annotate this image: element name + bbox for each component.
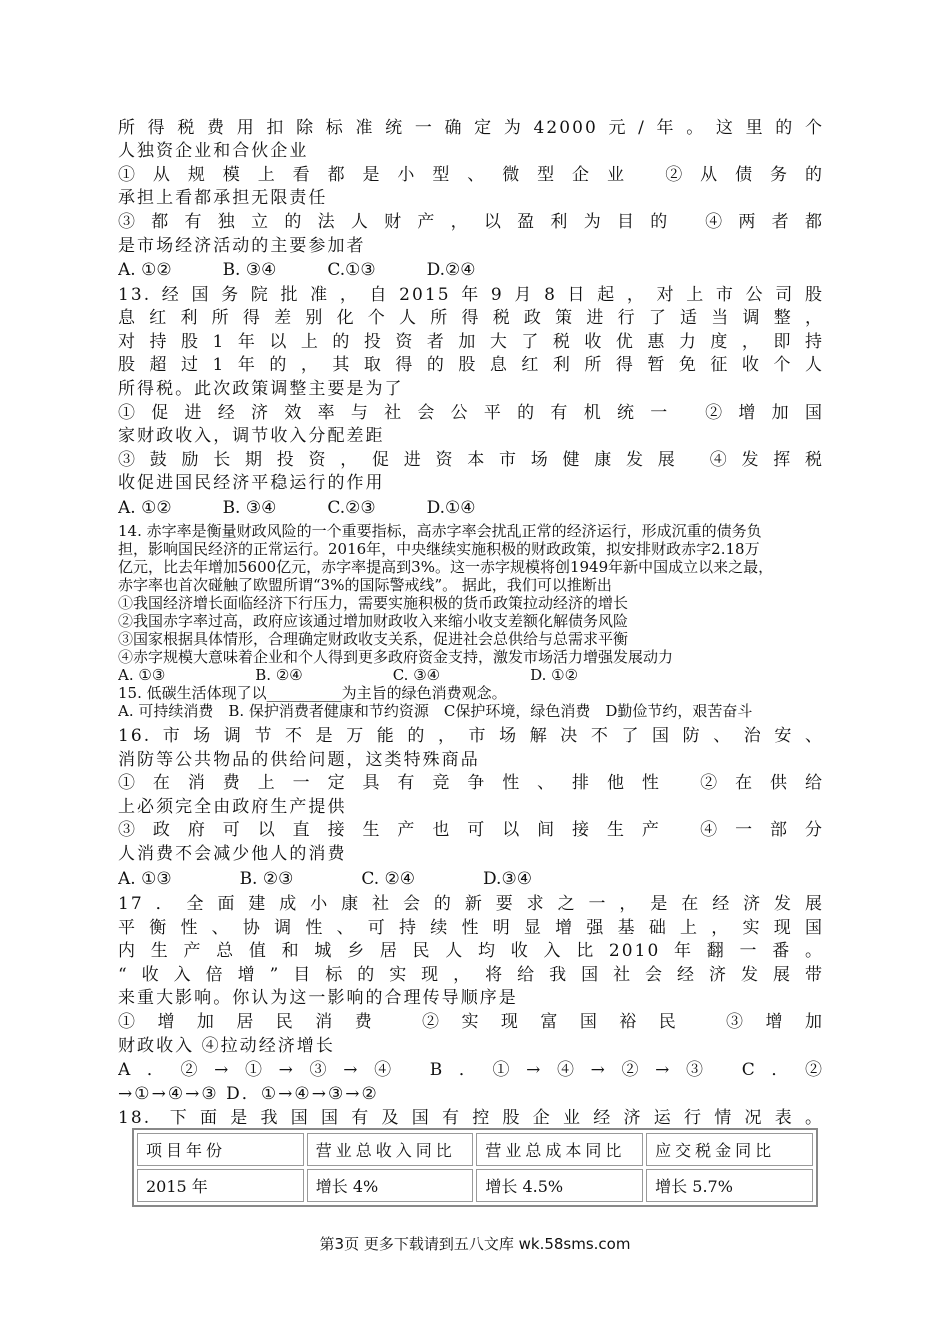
option-line: ②我国赤字率过高，政府应该通过增加财政收入来缩小收支差额化解债务风险 xyxy=(118,612,629,630)
option-line: ③鼓励长期投资，促进资本市场健康发展 ④发挥税 xyxy=(118,450,824,470)
text-line: 股超过1年的，其取得的股息红利所得暂免征收个人 xyxy=(118,355,824,375)
text-line: 所得税费用扣除标准统一确定为42000元/年。这里的个 xyxy=(118,118,824,138)
question-14: 14. 赤字率是衡量财政风险的一个重要指标，高赤字率会扰乱正常的经济运行，形成沉重的债务负 xyxy=(118,522,762,540)
option-line: 家财政收入，调节收入分配差距 xyxy=(118,426,385,446)
text-line: “收入倍增”目标的实现，将给我国社会经济发展带 xyxy=(118,965,824,985)
table-row xyxy=(137,1169,813,1202)
option-line: 是市场经济活动的主要参加者 xyxy=(118,236,366,256)
option-line: 承担上看都承担无限责任 xyxy=(118,188,328,208)
answer-choices: A. ①② B. ③④ C.①③ D.②④ xyxy=(118,260,476,280)
question-18: 18. 下面是我国国有及国有控股企业经济运行情况表。 xyxy=(118,1108,824,1128)
text-line: 所得税。此次政策调整主要是为了 xyxy=(118,379,404,399)
option-line: ①促进经济效率与社会公平的有机统一 ②增加国 xyxy=(118,403,824,423)
answer-choices: A. ①③ B. ②③ C. ②④ D.③④ xyxy=(118,869,532,889)
answer-choices: A．②→①→③→④ B．①→④→②→③ C．② xyxy=(118,1060,824,1080)
question-16: 16.市场调节不是万能的，市场解决不了国防、治安、 xyxy=(118,726,824,746)
table-header-cell: 营业总成本同比 xyxy=(476,1133,643,1166)
table-cell: 2015 年 xyxy=(137,1169,304,1202)
table-header-row xyxy=(137,1133,813,1166)
text-line: 消防等公共物品的供给问题，这类特殊商品 xyxy=(118,750,480,770)
option-line: ①增加居民消费 ②实现富国裕民 ③增加 xyxy=(118,1012,824,1032)
option-line: 上必须完全由政府生产提供 xyxy=(118,797,347,817)
question-17: 17．全面建成小康社会的新要求之一，是在经济发展 xyxy=(118,894,824,914)
question-13: 13.经国务院批准，自2015年9月8日起，对上市公司股 xyxy=(118,285,824,305)
text-line: 内生产总值和城乡居民人均收入比2010年翻一番。 xyxy=(118,941,824,961)
answer-choices: A. ①② B. ③④ C.②③ D.①④ xyxy=(118,498,476,518)
option-line: ③国家根据具体情形，合理确定财政收支关系，促进社会总供给与总需求平衡 xyxy=(118,630,629,648)
text-line: 来重大影响。你认为这一影响的合理传导顺序是 xyxy=(118,988,518,1008)
table-header-cell: 应交税金同比 xyxy=(646,1133,813,1166)
option-line: 收促进国民经济平稳运行的作用 xyxy=(118,473,385,493)
text-line: 亿元，比去年增加5600亿元，赤字率提高到3%。这一赤字规模将创1949年新中国成立以来之最， xyxy=(118,558,774,576)
option-line: ①在消费上一定具有竞争性、排他性 ②在供给 xyxy=(118,773,824,793)
option-line: ①我国经济增长面临经济下行压力，需要实施积极的货币政策拉动经济的增长 xyxy=(118,594,629,612)
page-footer: 第3页 更多下载请到五八文库 wk.58sms.com xyxy=(319,1235,631,1253)
table-cell: 增长 4.5% xyxy=(476,1169,643,1202)
table-cell: 增长 4% xyxy=(307,1169,474,1202)
option-line: ③政府可以直接生产也可以间接生产 ④一部分 xyxy=(118,820,824,840)
option-line: 人消费不会减少他人的消费 xyxy=(118,844,347,864)
table-cell: 增长 5.7% xyxy=(646,1169,813,1202)
text-line: 息红利所得差别化个人所得税政策进行了适当调整， xyxy=(118,308,824,328)
table-header-cell: 营业总收入同比 xyxy=(307,1133,474,1166)
text-line: 担，影响国民经济的正常运行。2016年，中央继续实施积极的财政政策，拟安排财政赤字2.18万 xyxy=(118,540,760,558)
text-line: 平衡性、协调性、可持续性明显增强基础上，实现国 xyxy=(118,918,824,938)
answer-choices: A. 可持续消费 B. 保护消费者健康和节约资源 C保护环境，绿色消费 D勤俭节约，艰苦奋斗 xyxy=(118,702,753,720)
option-line: ③都有独立的法人财产，以盈利为目的 ④两者都 xyxy=(118,212,824,232)
text-line: 人独资企业和合伙企业 xyxy=(118,141,309,161)
answer-choices: A. ①③ B. ②④ C. ③④ D. ①② xyxy=(118,666,579,684)
option-line: ④赤字规模大意味着企业和个人得到更多政府资金支持，激发市场活力增强发展动力 xyxy=(118,648,674,666)
answer-choices: →①→④→③ D．①→④→③→② xyxy=(118,1084,379,1104)
table-header-cell: 项目年份 xyxy=(137,1133,304,1166)
text-line: 赤字率也首次碰触了欧盟所谓“3%的国际警戒线”。 据此，我们可以推断出 xyxy=(118,576,612,594)
question-15: 15. 低碳生活体现了以__________为主旨的绿色消费观念。 xyxy=(118,684,507,702)
option-line: 财政收入 ④拉动经济增长 xyxy=(118,1036,335,1056)
option-line: ①从规模上看都是小型、微型企业 ②从债务的 xyxy=(118,165,824,185)
text-line: 对持股1年以上的投资者加大了税收优惠力度，即持 xyxy=(118,332,824,352)
data-table xyxy=(132,1128,818,1207)
